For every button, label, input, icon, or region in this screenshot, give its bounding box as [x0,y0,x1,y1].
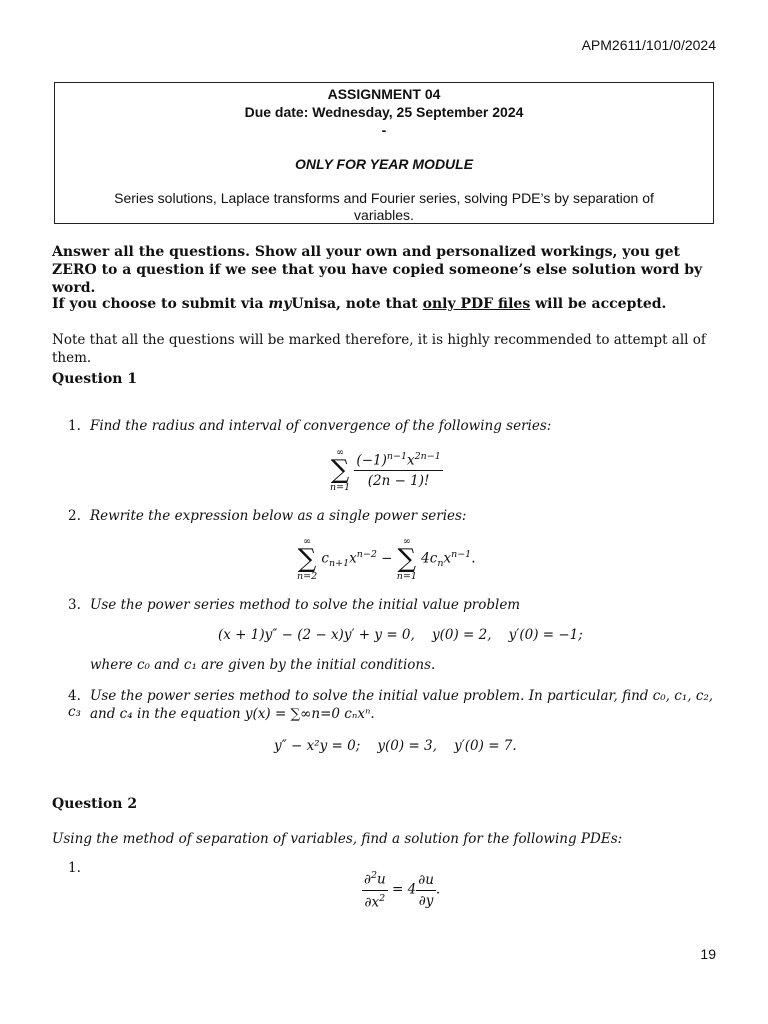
q1-item-2-text: Rewrite the expression below as a single power series: [90,508,467,524]
submission-text-a: If you choose to submit via [52,296,269,312]
q1-item-2-number: 2. [68,508,81,524]
submission-paragraph [52,295,720,313]
document-code: APM2611/101/0/2024 [581,37,716,53]
module-note: ONLY FOR YEAR MODULE [294,156,474,172]
instruction-paragraph: Answer all the questions. Show all your own and personalized workings, you get ZERO to a question if we see that you have copied someone’s else solution word by word. [52,244,703,296]
due-date: Due date: Wednesday, 25 September 2024 [244,104,524,120]
ivp-equation-3: (x + 1)y″ − (2 − x)y′ + y = 0, y(0) = 2, y′(0) = −1; [218,627,583,643]
q1-item-3 [68,597,520,613]
q1-item-3-number: 3. [68,597,81,613]
q1-item-4-text: Use the power series method to solve the initial value problem. In particular, find c₀, c₁, c₂, c₃ [68,688,714,720]
q1-item-3-note: where c₀ and c₁ are given by the initial conditions. [90,657,436,673]
series-equation-2: ∞ ∑ n=2 $c_{n+1}x^{n-2}$ − ∞ ∑ n=1 $4c_nx^{n-1}$. [297,536,476,582]
page-number: 19 [700,946,716,962]
q1-item-3-text: Use the power series method to solve the initial value problem [90,597,521,613]
question-1-heading: Question 1 [52,371,138,387]
ivp-equation-4: y″ − x²y = 0; y(0) = 3, y′(0) = 7. [274,738,517,754]
topics-text: Series solutions, Laplace transforms and Fourier series, solving PDE’s by separation of variables. [114,190,654,223]
q1-item-2 [68,508,466,524]
pde-equation-1: $\frac{\partial^2u}{\partial x^2}$ = 4 $\frac{\partial u}{\partial y}$ . [364,870,441,910]
pdf-only-note: only PDF files [422,296,531,312]
series-equation-1: ∞ ∑ n=1 $\frac{(-1)^{n-1}x^{2n-1}}{(2n - 1)!}$ [330,447,441,493]
submission-text-c: will be accepted. [530,296,667,312]
q2-intro: Using the method of separation of variables, find a solution for the following PDEs: [52,831,623,847]
submission-text-b: Unisa, note that [291,296,423,312]
q1-item-1 [68,418,551,434]
question-2-heading: Question 2 [52,796,138,812]
q1-item-1-number: 1. [68,418,81,434]
submission-my: my [268,296,292,312]
q2-item-1-number: 1. [68,860,81,876]
dash-separator: - [381,122,387,138]
q1-item-4-line2: and c₄ in the equation y(x) = ∑∞n=0 cₙxⁿ. [90,706,375,722]
assignment-title: ASSIGNMENT 04 [327,86,441,102]
q1-item-1-text: Find the radius and interval of convergence of the following series: [90,418,552,434]
q1-item-4-number: 4. [68,688,81,704]
marking-note: Note that all the questions will be marked therefore, it is highly recommended to attempt all of them. [52,332,706,366]
assignment-box [54,82,714,224]
